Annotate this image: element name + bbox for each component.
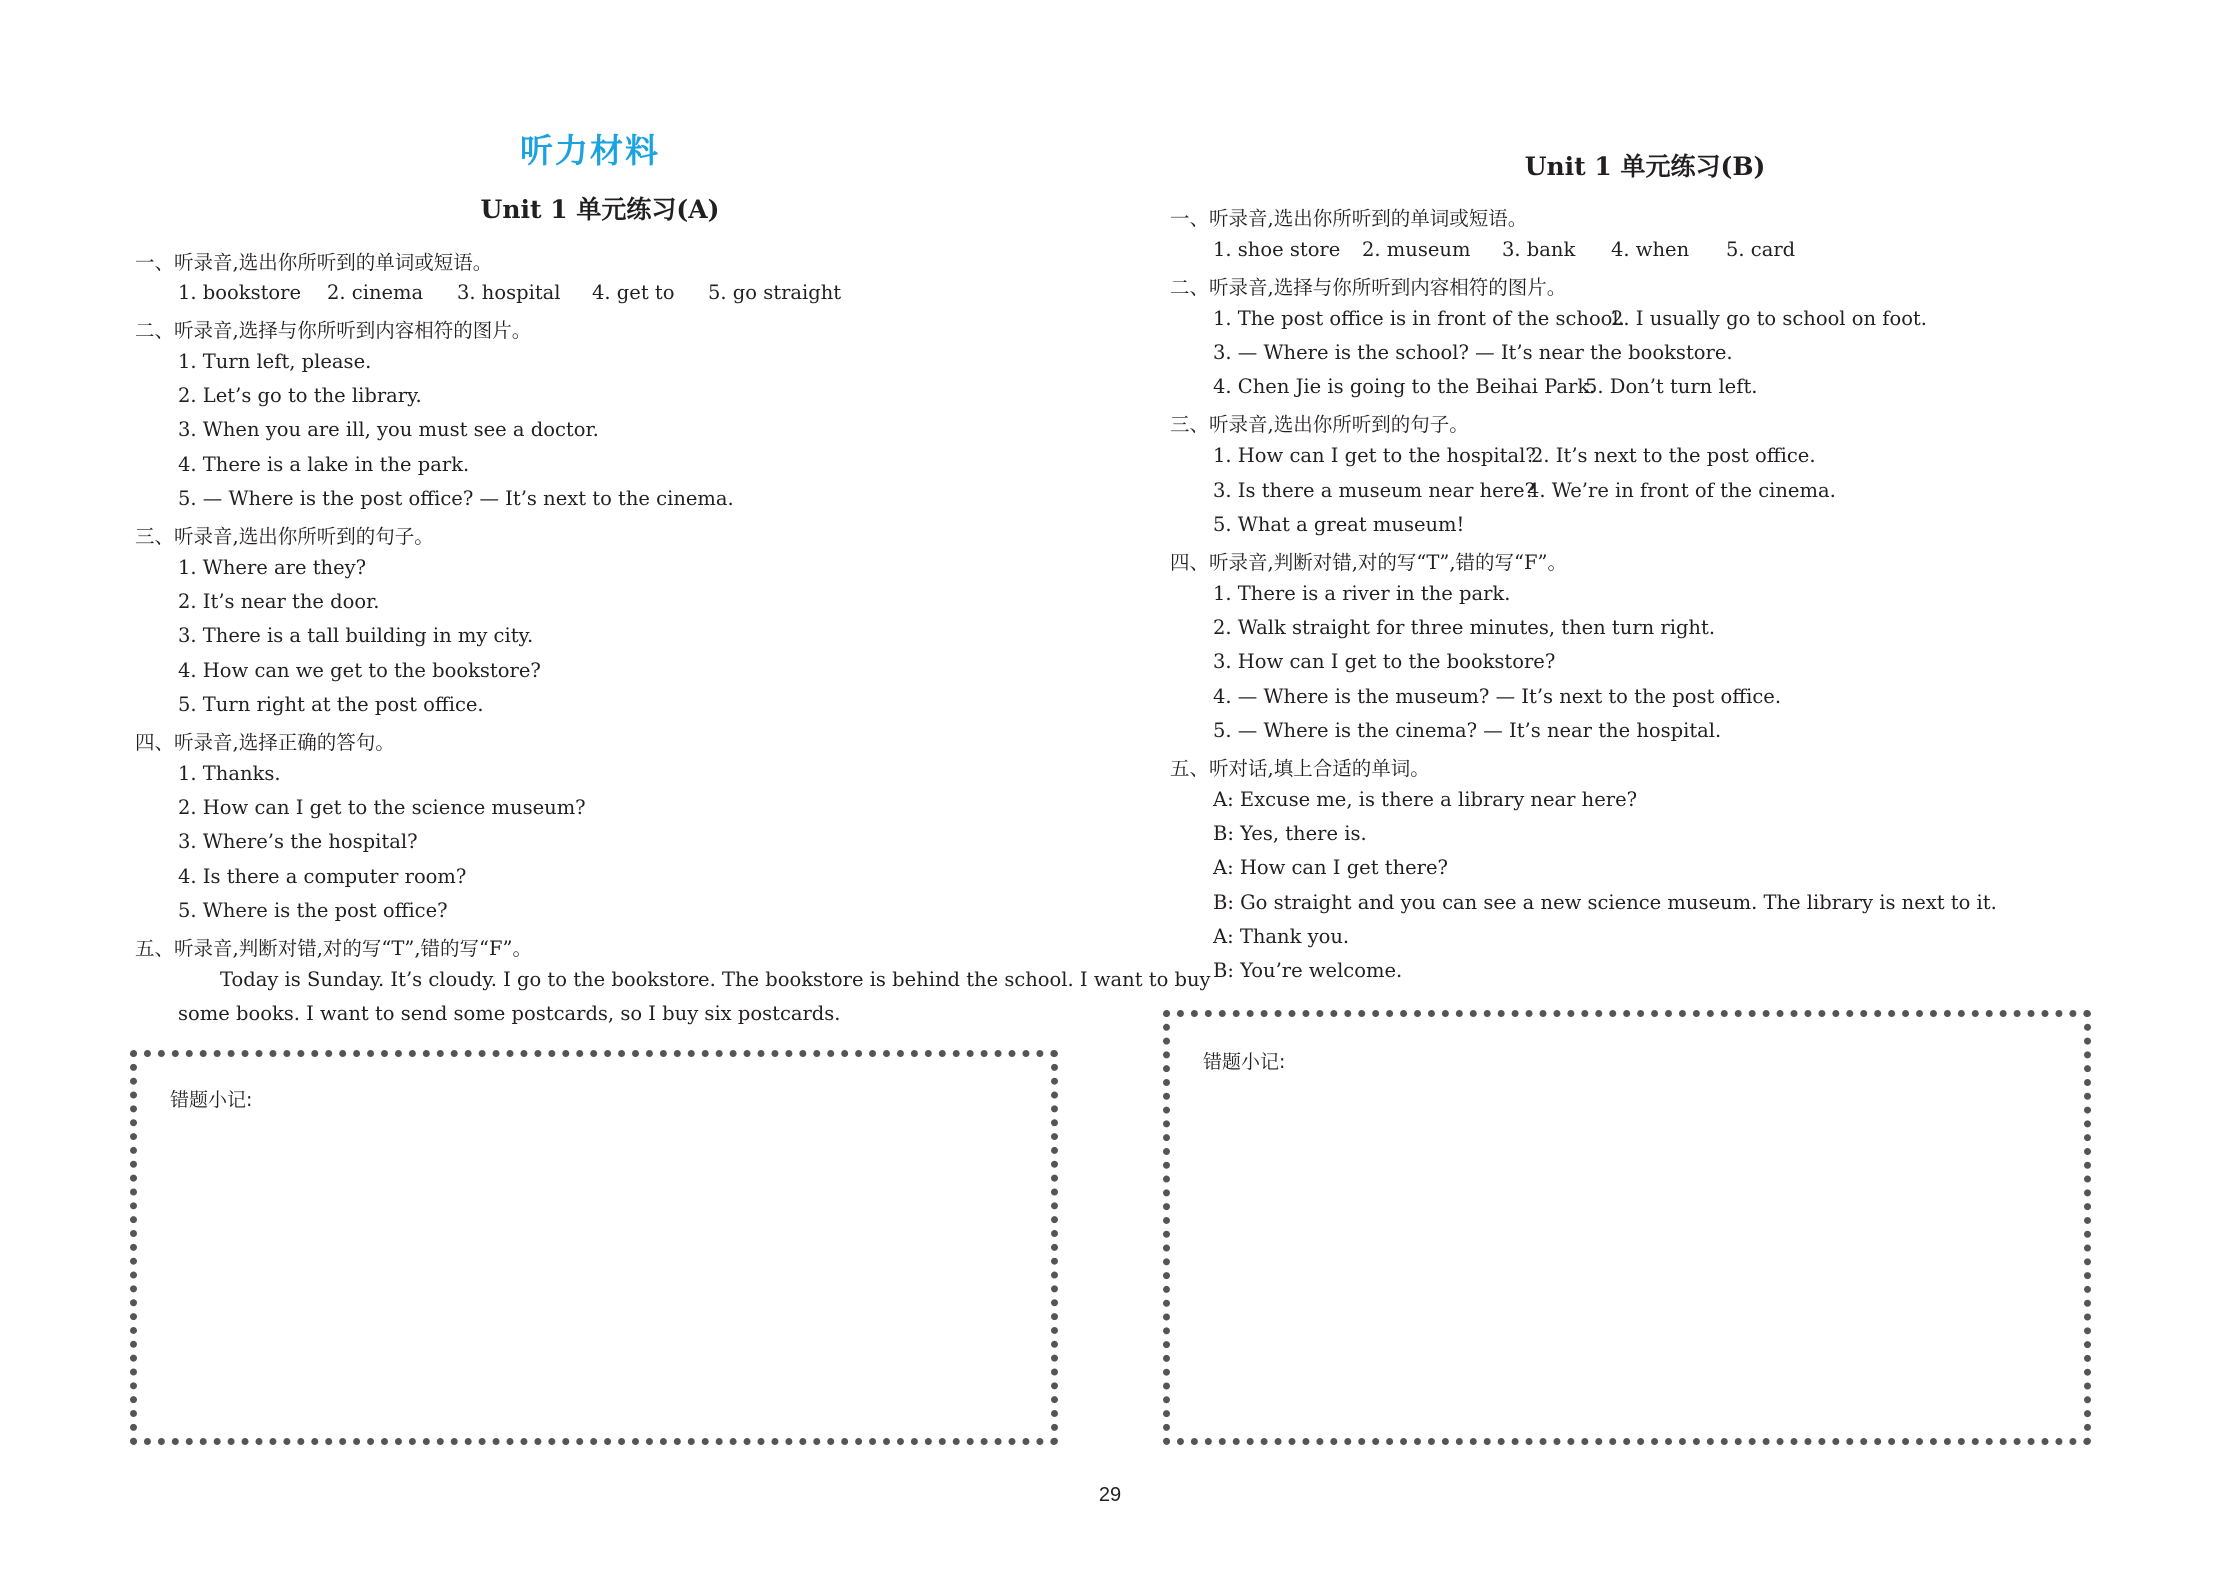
list-item: 3. Where’s the hospital? xyxy=(178,830,418,853)
section-heading: 三、听录音,选出你所听到的句子。 xyxy=(135,525,434,548)
word-item: 3. bank xyxy=(1502,238,1576,261)
list-row xyxy=(1213,479,1836,502)
word-item: 4. get to xyxy=(592,281,675,304)
word-item: 5. go straight xyxy=(708,281,842,304)
list-item: 2. I usually go to school on foot. xyxy=(1611,307,1927,330)
list-item: 4. How can we get to the bookstore? xyxy=(178,659,541,682)
list-item: 1. Turn left, please. xyxy=(178,350,372,373)
section-heading: 一、听录音,选出你所听到的单词或短语。 xyxy=(135,251,493,274)
section-heading: 三、听录音,选出你所听到的句子。 xyxy=(1170,413,1469,436)
section-heading: 五、听录音,判断对错,对的写“T”,错的写“F”。 xyxy=(135,937,533,960)
section-heading: 四、听录音,判断对错,对的写“T”,错的写“F”。 xyxy=(1170,551,1568,574)
word-list xyxy=(1213,238,1795,261)
dialog-line: A: Excuse me, is there a library near here? xyxy=(1213,788,1638,811)
list-item: 3. There is a tall building in my city. xyxy=(178,624,534,647)
list-item: 5. — Where is the post office? — It’s next to the cinema. xyxy=(178,487,734,510)
dialog-line: A: Thank you. xyxy=(1213,925,1350,948)
word-list xyxy=(178,281,841,304)
page-main-title: 听力材料 xyxy=(520,131,660,170)
word-item: 3. hospital xyxy=(457,281,561,304)
mistake-notes-box xyxy=(130,1050,1058,1445)
mistake-notes-box xyxy=(1163,1010,2091,1445)
section-heading: 五、听对话,填上合适的单词。 xyxy=(1170,757,1430,780)
list-item: 1. Thanks. xyxy=(178,762,281,785)
dialog-line: B: Yes, there is. xyxy=(1213,822,1367,845)
list-row xyxy=(1213,307,1927,330)
word-item: 1. shoe store xyxy=(1213,238,1341,261)
list-item: 4. — Where is the museum? — It’s next to the post office. xyxy=(1213,685,1782,708)
section-heading: 二、听录音,选择与你所听到内容相符的图片。 xyxy=(1170,276,1567,299)
word-item: 5. card xyxy=(1726,238,1796,261)
list-item: 3. When you are ill, you must see a doctor. xyxy=(178,418,599,441)
word-item: 4. when xyxy=(1611,238,1690,261)
list-item: 2. It’s near the door. xyxy=(178,590,380,613)
dialog-line: B: You’re welcome. xyxy=(1213,959,1403,982)
section-heading: 二、听录音,选择与你所听到内容相符的图片。 xyxy=(135,319,532,342)
list-item: 1. There is a river in the park. xyxy=(1213,582,1511,605)
list-item: 4. We’re in front of the cinema. xyxy=(1527,479,1836,502)
paragraph-line: Today is Sunday. It’s cloudy. I go to the bookstore. The bookstore is behind the school. I want to buy xyxy=(220,968,1211,991)
list-item: 5. Where is the post office? xyxy=(178,899,448,922)
section-heading: 四、听录音,选择正确的答句。 xyxy=(135,731,395,754)
list-item: 3. — Where is the school? — It’s near the bookstore. xyxy=(1213,341,1733,364)
unit-a-title: Unit 1 单元练习(A) xyxy=(480,195,720,224)
list-item: 5. Turn right at the post office. xyxy=(178,693,484,716)
section-heading: 一、听录音,选出你所听到的单词或短语。 xyxy=(1170,207,1528,230)
word-item: 2. museum xyxy=(1362,238,1471,261)
list-row xyxy=(1213,444,1816,467)
mistake-notes-label: 错题小记: xyxy=(1203,1051,1286,1073)
list-item: 4. Chen Jie is going to the Beihai Park. xyxy=(1213,375,1596,398)
mistake-notes-label: 错题小记: xyxy=(170,1089,253,1111)
word-item: 2. cinema xyxy=(327,281,424,304)
list-item: 1. The post office is in front of the school. xyxy=(1213,307,1625,330)
list-item: 1. Where are they? xyxy=(178,556,367,579)
word-item: 1. bookstore xyxy=(178,281,302,304)
unit-b-title: Unit 1 单元练习(B) xyxy=(1524,152,1766,181)
dialog-line: B: Go straight and you can see a new science museum. The library is next to it. xyxy=(1213,891,1997,914)
list-item: 1. How can I get to the hospital? xyxy=(1213,444,1536,467)
list-item: 2. Walk straight for three minutes, then turn right. xyxy=(1213,616,1716,639)
list-item: 2. How can I get to the science museum? xyxy=(178,796,586,819)
list-item: 5. What a great museum! xyxy=(1213,513,1465,536)
page-number: 29 xyxy=(1098,1484,1122,1506)
list-item: 5. — Where is the cinema? — It’s near the hospital. xyxy=(1213,719,1722,742)
list-item: 3. Is there a museum near here? xyxy=(1213,479,1536,502)
list-item: 5. Don’t turn left. xyxy=(1585,375,1758,398)
list-item: 4. Is there a computer room? xyxy=(178,865,467,888)
list-item: 2. Let’s go to the library. xyxy=(178,384,422,407)
list-item: 3. How can I get to the bookstore? xyxy=(1213,650,1556,673)
dialog-line: A: How can I get there? xyxy=(1213,856,1448,879)
list-item: 4. There is a lake in the park. xyxy=(178,453,470,476)
list-row xyxy=(1213,375,1757,398)
paragraph-line: some books. I want to send some postcards, so I buy six postcards. xyxy=(178,1002,841,1025)
list-item: 2. It’s next to the post office. xyxy=(1531,444,1816,467)
